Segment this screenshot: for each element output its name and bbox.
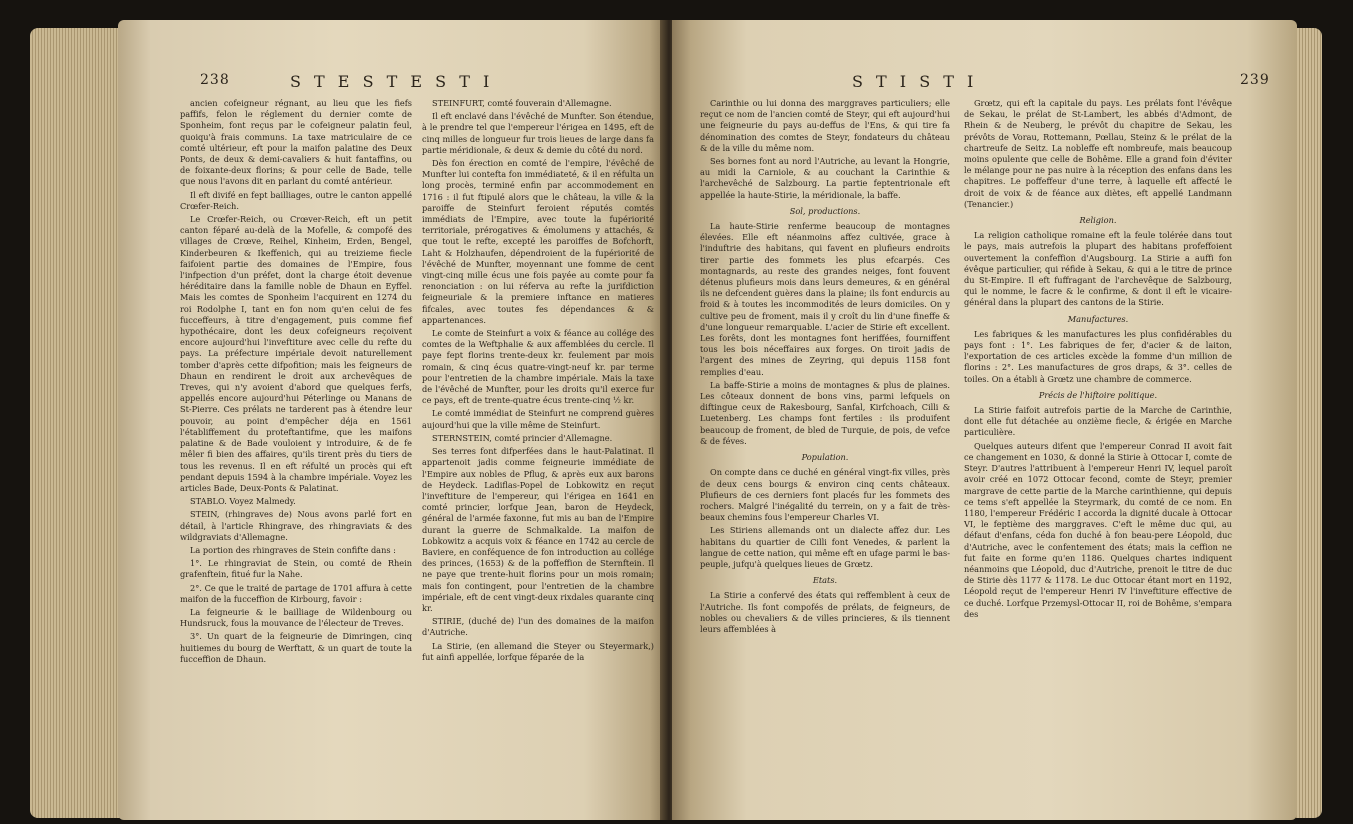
section-heading: Manufactures. xyxy=(1067,313,1129,324)
left-column-1 xyxy=(180,98,412,667)
paragraph: Ses terres font difperfées dans le haut-Palatinat. Il appartenoit jadis comme feigneurie immédiate de l'Empire aux nobles de Pflug, & après eux aux barons de Heydeck. Ladiflas-Popel de Lobkowitz en reçut l'inveftiture de l'empereur, qui l'érigea en 1641 en comté princier, lorfque Jean, baron de Heydeck, général de l'armée faxonne, fut mis au ban de l'Empire durant la guerre de Schmalkalde. La maifon de Lobkowitz a acquis voix & féance en 1742 au cercle de Baviere, en conféquence de fon introduction au collége des princes, (1653) & de la poffeffion de Sternftein. Il ne paye que trente-huit florins pour un mois romain; mais fon contingent, pour l'entretien de la chambre impériale, eft de cent vingt-deux rixdales quarante cinq kr. xyxy=(422,446,654,613)
section-heading: Sol, productions. xyxy=(789,205,861,216)
left-page-edges xyxy=(30,28,120,818)
paragraph: 1°. Le rhingraviat de Stein, ou comté de Rhein grafenftein, fitué fur la Nahe. xyxy=(180,558,412,580)
paragraph: Carinthie ou lui donna des marggraves particuliers; elle reçut ce nom de l'ancien comté de Steyr, qui eft aujourd'hui une feigneurie du pays au-deffus de l'Ens, & qui tire fa dénomination des comtes de Steyr, fondateurs du château & de la ville du même nom. xyxy=(700,98,950,153)
left-running-header: S T E S T E S T I xyxy=(290,72,494,91)
paragraph: STEIN, (rhingraves de) Nous avons parlé fort en détail, à l'article Rhingrave, des rhingraviats & des wildgraviats d'Allemagne. xyxy=(180,509,412,542)
paragraph: STEINFURT, comté fouverain d'Allemagne. xyxy=(432,98,612,108)
section-heading: Etats. xyxy=(812,575,838,586)
paragraph: Grœtz, qui eft la capitale du pays. Les prélats font l'évêque de Sekau, le prélat de St-Lambert, les abbés d'Admont, de Rhein & de Neuberg, le prévôt du chapitre de Sekau, les prévôts de Vorau, Rottemann, Pœllau, Steinz & le prélat de la chartreufe de Seitz. La nobleffe eft nombreufe, mais beaucoup moins opulente que celle de Bohême. Elle a grand foin d'éviter le mélange pour ne pas nuire à la réception des enfans dans les chapitres. Le poffeffeur d'une terre, à laquelle eft affecté le droit de voix & de féance aux diètes, eft appellé Landmann (Tenancier.) xyxy=(964,98,1232,209)
paragraph: La baffe-Stirie a moins de montagnes & plus de plaines. Les côteaux donnent de bons vins, parmi lefquels on diftingue ceux de Rakesbourg, Sanfal, Kirfchoach, Cilli & Luetenberg. Les champs font fertiles : ils produifent beaucoup de froment, de bled de Turquie, de pois, de vefce & de féves. xyxy=(700,379,950,446)
paragraph: ancien cofeigneur régnant, au lieu que les fiefs paffifs, felon le réglement du dernier comte de Sponheim, font reçus par le cofeigneur palatin feul, quoiqu'à frais communs. La taxe matriculaire de ce comté ultérieur, eft pour la maifon palatine des Deux Ponts, de deux & demi-cavaliers & huit fantaffins, ou de foixante-deux florins; & pour celle de Bade, telle que nous l'avons dit en parlant du comté antérieur. xyxy=(180,98,412,187)
paragraph: Les Stiriens allemands ont un dialecte affez dur. Les habitans du quartier de Cilli font Venedes, & parlent la langue de cette nation, qui même eft en ufage parmi le bas-peuple, jufqu'à quelques lieues de Grœtz. xyxy=(700,525,950,569)
left-column-2 xyxy=(422,98,654,665)
paragraph: La portion des rhingraves de Stein confifte dans : xyxy=(190,544,396,555)
paragraph: Le comté immédiat de Steinfurt ne comprend guères aujourd'hui que la ville même de Steinfurt. xyxy=(422,408,654,430)
paragraph: STERNSTEIN, comté princier d'Allemagne. xyxy=(432,432,613,443)
paragraph: La Stirie, (en allemand die Steyer ou Steyermark,) fut ainfi appellée, lorfque féparée de la xyxy=(422,640,654,662)
paragraph: 2°. Ce que le traité de partage de 1701 affura à cette maifon de la fucceffion de Kirbourg, favoir : xyxy=(180,582,412,604)
paragraph: Quelques auteurs difent que l'empereur Conrad II avoit fait ce changement en 1030, & donné la Stirie à Ottocar I, comte de Steyr. D'autres l'attribuent à l'empereur Henri IV, lequel paroît avoir créé en 1072 Ottocar fecond, comte de Steyr, premier margrave de cette partie de la Marche carinthienne, qui depuis ce tems s'eft appellée la Steyrmark, du comté de ce nom. En 1180, l'empereur Frédéric I accorda la dignité ducale à Ottocar VI, le feptième des marggraves. C'eft le même duc qui, au défaut d'enfans, céda fon duché à fon beau-pere Léopold, duc d'Autriche, avec le confentement des états; mais la ceffion ne fut faite en forme qu'en 1186. Quelques chartes indiquent néanmoins que Léopold, duc d'Autriche, prenoit le titre de duc de Stirie dès 1177 & 1178. Le duc Ottocar étant mort en 1192, Léopold reçut de l'empereur Henri IV l'inveftiture effective de ce duché. Lorfque Przemysl-Ottocar II, roi de Bohême, s'empara des xyxy=(964,440,1232,619)
paragraph: La haute-Stirie renferme beaucoup de montagnes élevées. Elle eft néanmoins affez cultivée, grace à l'induftrie des habitans, qui favent en plufieurs endroits tirer partie des fommets les plus efcarpés. Ces montagnards, au reste des grandes neiges, font fouvent détenus plufieurs mois dans leurs demeures, & en général ils ne defcendent guères dans la plaine; ils font endurcis au froid & à toutes les incommodités de leurs domiciles. On y cultive peu de froment, mais il y croît du lin d'une fineffe & d'une longueur remarquable. L'acier de Stirie eft excellent. Les forêts, dont les montagnes font heriffées, fourniffent tous les bois néceffaires aux forges. On tiroit jadis de l'argent des mines de Zeyring, qui depuis 1158 font remplies d'eau. xyxy=(700,221,950,377)
paragraph: Les fabriques & les manufactures les plus confidérables du pays font : 1°. Les fabriques de fer, d'acier & de laiton, l'exportation de ces articles excède la fomme d'un million de florins : 2°. Les manufactures de gros draps, & 3°. celles de toiles. On a établi à Grœtz une chambre de commerce. xyxy=(964,328,1232,384)
section-heading: Population. xyxy=(801,452,849,463)
paragraph: Le Crœfer-Reich, ou Crœver-Reich, eft un petit canton féparé au-delà de la Mofelle, & compofé des villages de Crœve, Reihel, Kinheim, Erden, Bengel, Kinderbeuren & Ikeffenich, qui au treizieme fiecle faifoient partie des domaines de l'Empire, fous l'infpection d'un préfet, dont la charge étoit devenue héréditaire dans la famille noble de Dhaun en Eyffel. Mais les comtes de Sponheim l'acquirent en 1274 du roi Rodolphe I, tant en fon nom qu'en celui de fes fucceffeurs, à titre d'engagement, puis comme fief hypothécaire, dont les deux cofeigneurs reçoivent encore aujourd'hui l'inveftiture avec celle du refte du pays. La préfecture impériale devoit naturellement tomber d'après cette difpofition; mais les feigneurs de Dhaun en rendirent le droit aux archevêques de Treves, qui n'y avoient d'abord que quelques ferfs, appellés encore aujourd'hui Péterlinge ou Manans de St-Pierre. Ces prélats ne tarderent pas à étendre leur pouvoir, au point d'empêcher déja en 1561 l'établiffement du proteftantifme, que les maifons palatine & de Bade vouloient y introduire, & de fe mêler fi bien des affaires, qu'ils tirent près du tiers de tous les revenus. Il en eft réfulté un procès qui eft pendant depuis 1594 à la chambre impériale. Voyez les articles Bade, Deux-Ponts & Palatinat. xyxy=(180,214,412,493)
paragraph: La Stirie faifoit autrefois partie de la Marche de Carinthie, dont elle fut détachée au onzième fiecle, & érigée en Marche particulière. xyxy=(964,405,1232,438)
paragraph: Il eft enclavé dans l'évêché de Munfter. Son étendue, à le prendre tel que l'empereur l'érigea en 1495, eft de cinq milles de longueur fur trois lieues de large dans fa partie méridionale, & deux & demie du côté du nord. xyxy=(422,111,654,155)
paragraph: Il eft divifé en fept bailliages, outre le canton appellé Crœfer-Reich. xyxy=(180,189,412,211)
left-page-number: 238 xyxy=(200,72,230,88)
paragraph: On compte dans ce duché en général vingt-fix villes, près de deux cens bourgs & environ cinq cents châteaux. Plufieurs de ces derniers font placés fur les fommets des rochers. Malgré l'inégalité du terrein, on y a fait de très-beaux chemins fous l'empereur Charles VI. xyxy=(700,467,950,523)
section-heading: Religion. xyxy=(1079,215,1117,226)
right-page xyxy=(672,20,1297,820)
right-running-header: S T I S T I xyxy=(852,72,978,91)
paragraph: Dès fon érection en comté de l'empire, l'évêché de Munfter lui contefta fon immédiateté, & il en réfulta un long procès, terminé enfin par accommodement en 1716 : il fut ftipulé alors que le château, la ville & la paroiffe de Steinfurt feroient réputés comtés immédiats de l'Empire, avec toute la fupériorité territoriale, prérogatives & émolumens y attachés, & que tout le refte, excepté les paroiffes de Bofchorft, Laht & Holzhaufen, dépendroient de la fupériorité de l'évêché de Munfter, moyennant une fomme de cent vingt-cinq mille écus une fois payée au comte pour fa renonciation : on lui réferva au refte la jurifdiction feigneuriale & la premiere inftance en matieres fifcales, avec toutes fes dépendances & & appartenances. xyxy=(422,158,654,325)
right-page-edges xyxy=(1296,28,1322,818)
paragraph: La Stirie a confervé des états qui reffemblent à ceux de l'Autriche. Ils font compofés de prélats, de feigneurs, de nobles ou chevaliers & de villes princieres, & ils tiennent leurs affemblées à xyxy=(700,590,950,634)
right-column-1 xyxy=(700,98,950,637)
paragraph: STIRIE, (duché de) l'un des domaines de la maifon d'Autriche. xyxy=(422,616,654,638)
section-heading: Précis de l'hiftoire politique. xyxy=(1038,389,1158,400)
paragraph: Le comte de Steinfurt a voix & féance au collége des comtes de la Weftphalie & aux affemblées du cercle. Il paye fept florins trente-deux kr. feulement par mois romain, & cinq écus quatre-vingt-neuf kr. par terme pour l'entretien de la chambre impériale. Mais la taxe de l'évêché de Munfter, pour les droits qu'il exerce fur ce pays, eft de trente-quatre écus trente-cinq ½ kr. xyxy=(422,328,654,406)
paragraph: 3°. Un quart de la feigneurie de Dimringen, cinq huitiemes du bourg de Werftatt, & un quart de toute la fucceffion de Dhaun. xyxy=(180,631,412,664)
paragraph: STABLO. Voyez Malmedy. xyxy=(190,496,296,507)
right-column-2 xyxy=(964,98,1232,622)
left-page xyxy=(118,20,666,820)
paragraph: La feigneurie & le bailliage de Wildenbourg ou Hundsruck, fous la mouvance de l'électeur de Treves. xyxy=(180,606,412,629)
paragraph: La religion catholique romaine eft la feule tolérée dans tout le pays, mais autrefois la plupart des habitans profeffoient ouvertement la confeffion d'Augsbourg. La Stirie a auffi fon évêque particulier, qui réfide à Sekau, & qui a le titre de prince du St-Empire. Il eft fuffragant de l'archevêque de Salzbourg, qui le nomme, le facre & le confirme, & dont il eft le vicaire-général dans la plupart des cantons de la Stirie. xyxy=(964,230,1232,308)
right-page-number: 239 xyxy=(1240,72,1270,88)
paragraph: Ses bornes font au nord l'Autriche, au levant la Hongrie, au midi la Carniole, & au couchant la Carinthie & l'archevêché de Salzbourg. La partie feptentrionale eft appellée la haute-Stirie, la méridionale, la baffe. xyxy=(700,156,950,200)
